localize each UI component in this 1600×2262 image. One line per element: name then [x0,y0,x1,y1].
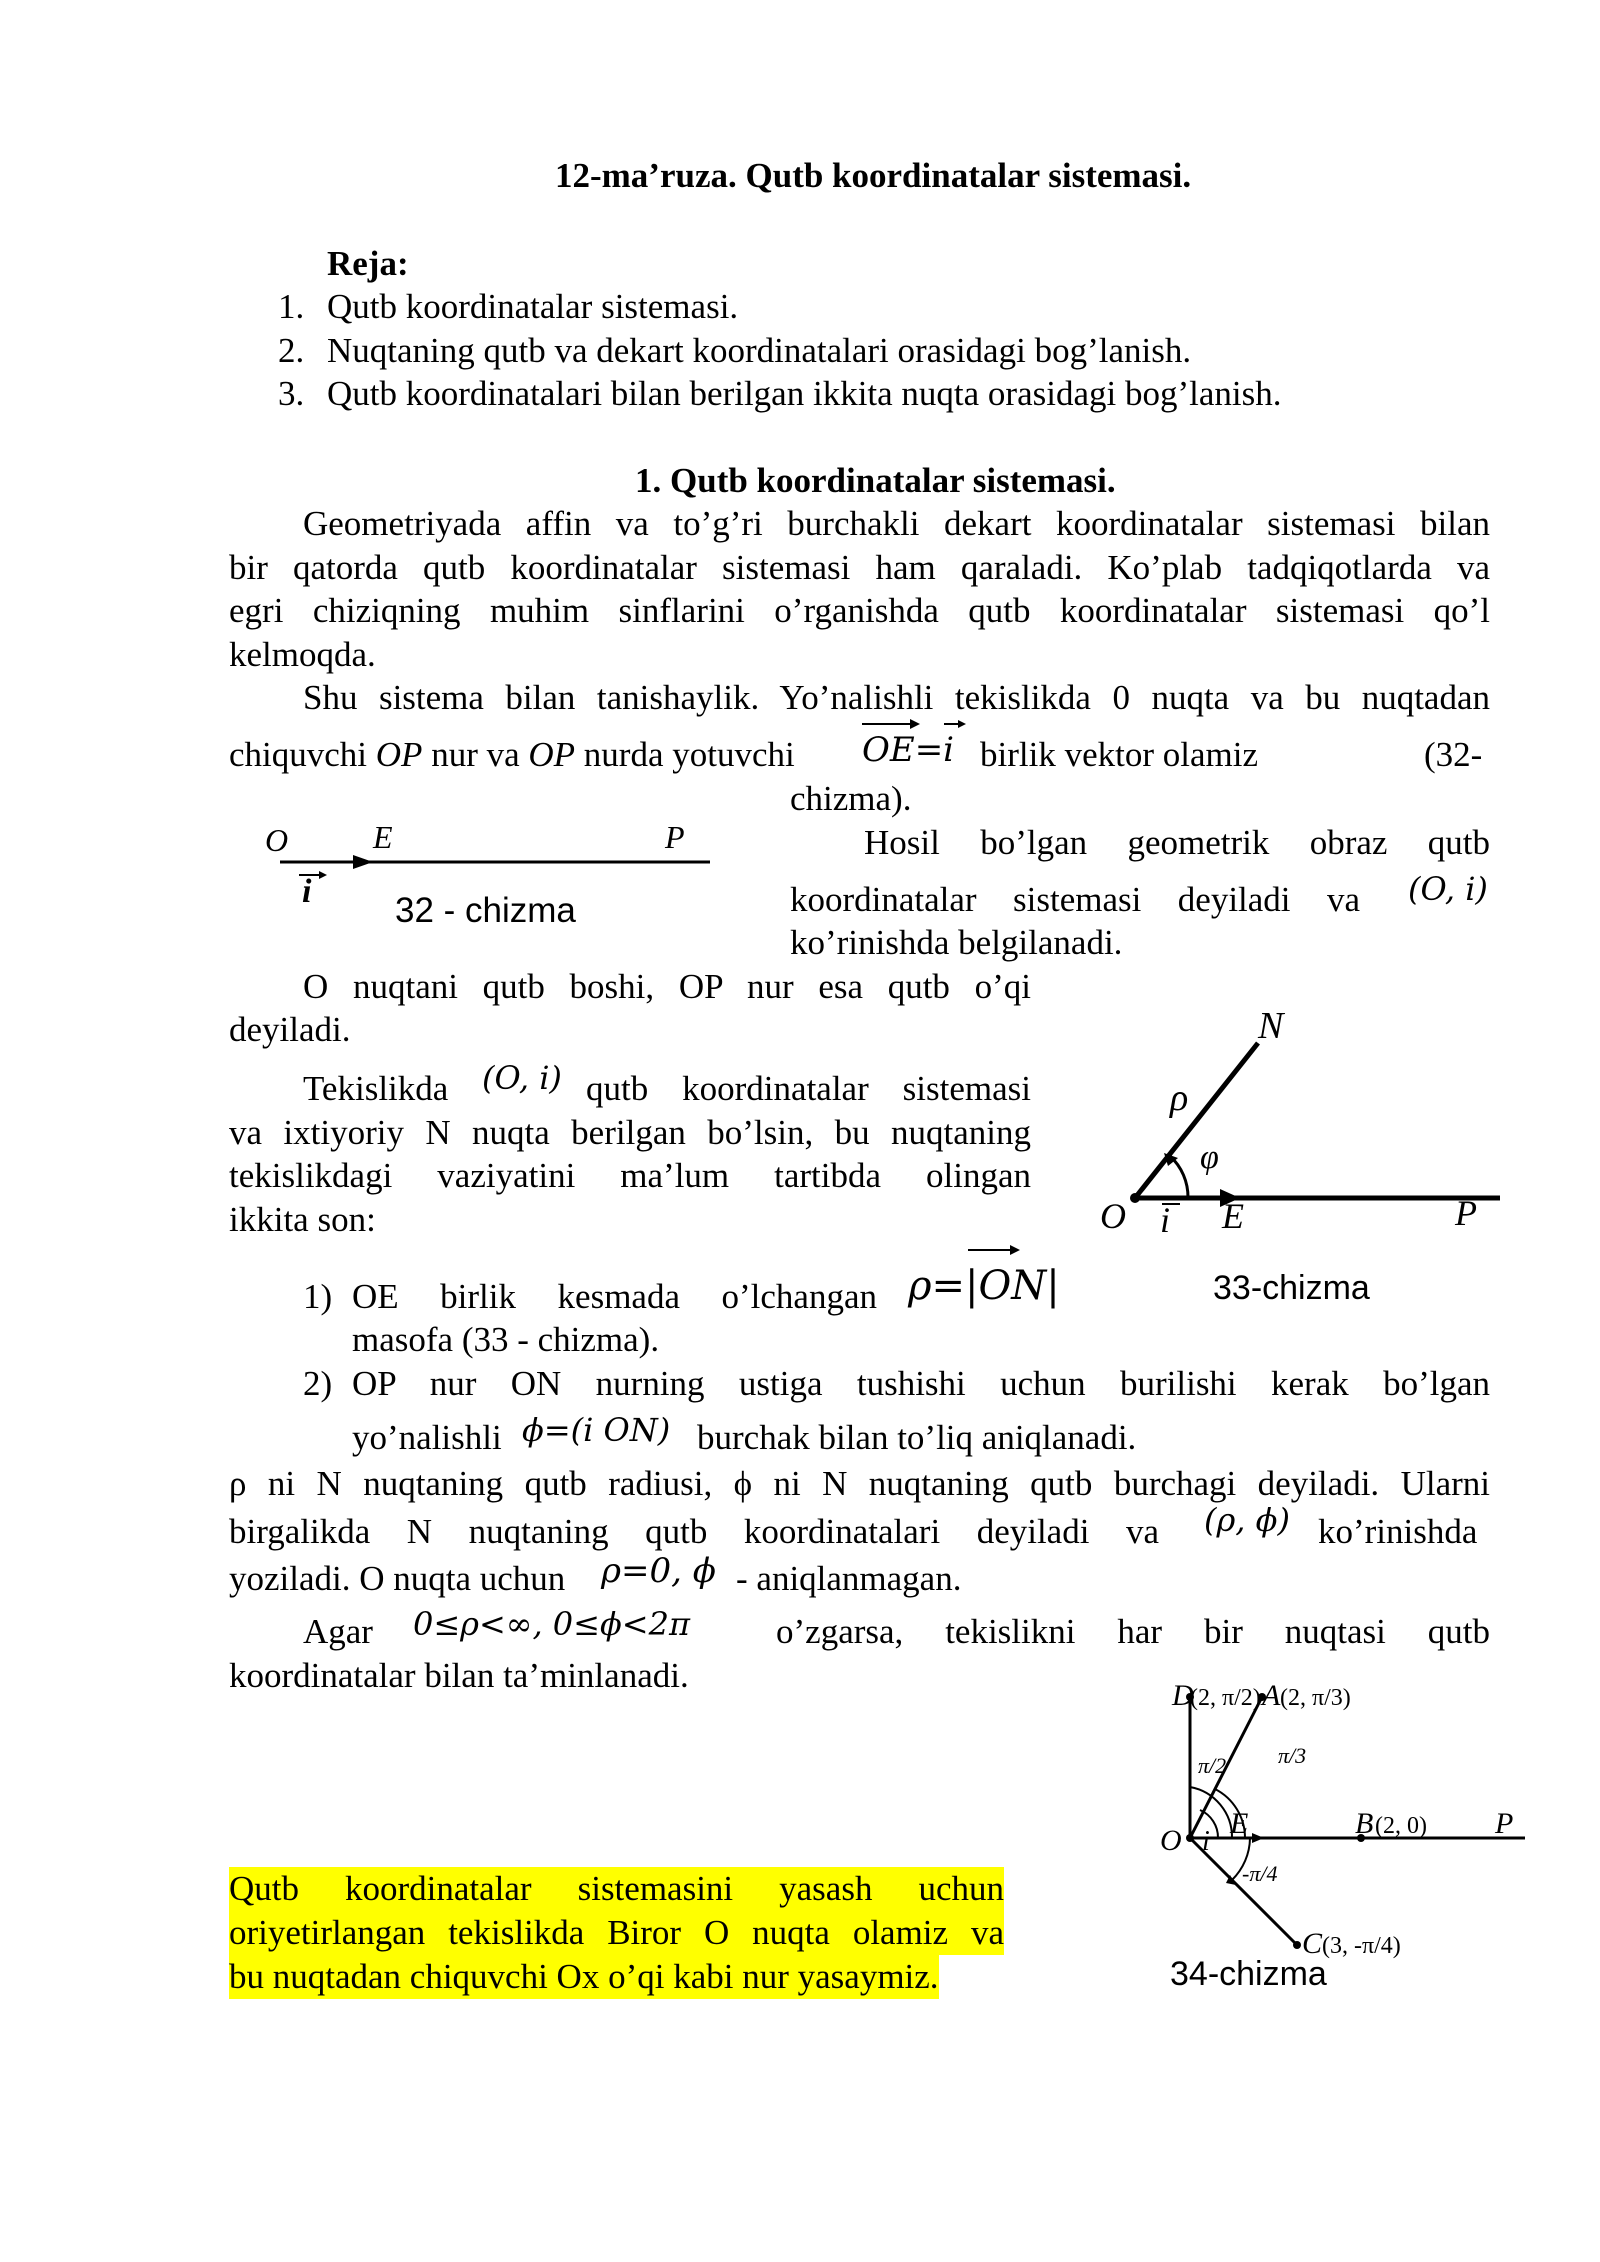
text-run: chiquvchi [229,735,368,774]
coords-formula: (ρ, ϕ) [1204,1501,1290,1539]
rho-formula: ρ=|ON| [908,1263,1060,1309]
fig34-coords-a: (2, π/3) [1280,1685,1351,1711]
plan-item: Qutb koordinatalari bilan berilgan ikkita nuqta orasidagi bog’lanish. [327,374,1282,413]
fig34-coords-b: (2, 0) [1375,1813,1427,1839]
list-item-line: yo’nalishli [352,1418,502,1457]
figure-34-caption: 34-chizma [1170,1955,1327,1993]
fig32-label-e: E [373,819,393,855]
list-item-line [352,1275,877,1319]
formula-text: OE=i [862,730,955,770]
paragraph-line: Shu sistema bilan tanishaylik. Yo’nalishli tekislikda 0 nuqta va bu nuqtadan [303,678,1490,717]
paragraph-line: koordinatalar sistemasi deyiladi va [790,880,1360,919]
paragraph-line: deyiladi. [229,1010,351,1049]
fig32-label-i: i [302,873,312,910]
fig33-label-i: i [1160,1200,1171,1240]
text-run: nur va [431,735,520,774]
paragraph-line: koordinatalar bilan ta’minlanadi. [229,1656,689,1695]
fig32-label-o: O [265,822,289,858]
paragraph-line: tekislikdagi vaziyatini ma’lum tartibda olingan [229,1156,1031,1195]
fig34-label-i: i [1202,1826,1210,1857]
paragraph-line: Tekislikda [303,1069,449,1108]
paragraph-line: ikkita son: [229,1200,376,1239]
paragraph-line: (32- [1424,735,1483,774]
fig34-angle-pi2: π/2 [1198,1753,1227,1778]
paragraph-line: Geometriyada affin va to’g’ri burchakli dekart koordinatalar sistemasi bilan [303,504,1490,543]
range-formula: 0≤ρ<∞, 0≤ϕ<2π [413,1605,690,1643]
list-item-number: 1) [303,1277,333,1316]
list-item-line: burchak bilan to’liq aniqlanadi. [697,1418,1137,1457]
phi-formula: ϕ=(i ON) [522,1411,671,1449]
highlighted-note [229,1867,1004,1999]
paragraph-line [229,733,795,777]
fig34-label-a: A [1262,1679,1281,1712]
page-title: 12-ma’ruza. Qutb koordinatalar sistemasi. [555,156,1192,195]
paragraph-line: Hosil bo’lgan geometrik obraz qutb [864,823,1490,862]
section-heading: 1. Qutb koordinatalar sistemasi. [635,461,1116,500]
paragraph-line: ko’rinishda [1318,1512,1478,1551]
figure-32-caption: 32 - chizma [395,891,576,930]
paragraph-line: kelmoqda. [229,635,376,674]
plan-item-number: 3. [278,374,305,413]
fig34-label-c: C [1302,1927,1323,1960]
fig34-label-b: B [1355,1807,1374,1840]
vector-oe-formula [862,728,954,772]
paragraph-line: ρ ni N nuqtaning qutb radiusi, ϕ ni N nuqtaning qutb burchagi deyiladi. Ularni [229,1464,1490,1503]
fig32-label-p: P [665,819,685,855]
figure-34 [1160,1675,1540,1975]
paragraph-line: birgalikda N nuqtaning qutb koordinatalari deyiladi va [229,1512,1159,1551]
list-item-number: 2) [303,1364,333,1403]
fig34-label-d: D [1172,1679,1194,1712]
origin-formula: ρ=0, ϕ [601,1551,716,1591]
fig33-label-n: N [1258,1005,1284,1047]
paragraph-line: o’zgarsa, tekislikni har bir nuqtasi qutb [776,1612,1490,1651]
fig34-angle-pi4: -π/4 [1242,1861,1278,1886]
fig33-label-rho: ρ [1170,1077,1189,1119]
paragraph-line: chizma). [790,779,912,818]
text-run: OE birlik kesmada o’lchangan [352,1277,877,1316]
highlight-line: bu nuqtadan chiquvchi Ox o’qi kabi nur yasaymiz. [229,1955,939,1999]
highlight-line: Qutb koordinatalar sistemasini yasash uchun [229,1867,1004,1911]
paragraph-line: egri chiziqning muhim sinflarini o’rganishda qutb koordinatalar sistemasi qo’l [229,591,1490,630]
plan-item-number: 1. [278,287,305,326]
list-item-line: OP nur ON nurning ustiga tushishi uchun burilishi kerak bo’lgan [352,1364,1490,1403]
frame-label: (O, i) [482,1059,562,1097]
frame-label: (O, i) [1408,870,1488,908]
paragraph-line: Agar [303,1612,373,1651]
list-item-line: masofa (33 - chizma). [352,1320,660,1359]
figure-33 [1090,1000,1510,1240]
fig34-angle-pi3: π/3 [1278,1743,1307,1768]
fig34-coords-c: (3, -π/4) [1322,1933,1401,1959]
plan-item: Nuqtaning qutb va dekart koordinatalari orasidagi bog’lanish. [327,331,1192,370]
plan-item-number: 2. [278,331,305,370]
ray-op: OP [375,735,423,774]
fig34-label-p: P [1495,1807,1514,1840]
fig33-label-o: O [1100,1196,1126,1236]
fig34-label-o: O [1160,1824,1182,1857]
vector-arrows [860,712,970,732]
highlight-line: oriyetirlangan tekislikda Biror O nuqta olamiz va [229,1911,1004,1955]
text-run: nurda yotuvchi [583,735,795,774]
paragraph-line: bir qatorda qutb koordinatalar sistemasi ham qaraladi. Ko’plab tadqiqotlarda va [229,548,1490,587]
paragraph-line: yoziladi. O nuqta uchun [229,1559,566,1598]
plan-item: Qutb koordinatalar sistemasi. [327,287,739,326]
fig33-label-e: E [1222,1196,1244,1236]
vector-arrow [966,1238,1026,1258]
paragraph-line: O nuqtani qutb boshi, OP nur esa qutb o’qi [303,967,1031,1006]
paragraph-line: ko’rinishda belgilanadi. [790,923,1123,962]
ray-op: OP [528,735,576,774]
figure-33-caption: 33-chizma [1213,1269,1370,1307]
fig33-label-p: P [1455,1193,1477,1233]
fig34-coords-d: (2, π/2) [1190,1685,1261,1711]
fig34-label-e: E [1230,1807,1249,1840]
fig33-label-phi: φ [1200,1139,1219,1176]
paragraph-line: qutb koordinatalar sistemasi [586,1069,1031,1108]
plan-heading: Reja: [327,244,409,283]
paragraph-line: va ixtiyoriy N nuqta berilgan bo’lsin, bu nuqtaning [229,1113,1031,1152]
paragraph-line: - aniqlanmagan. [736,1559,962,1598]
paragraph-line: birlik vektor olamiz [980,735,1258,774]
